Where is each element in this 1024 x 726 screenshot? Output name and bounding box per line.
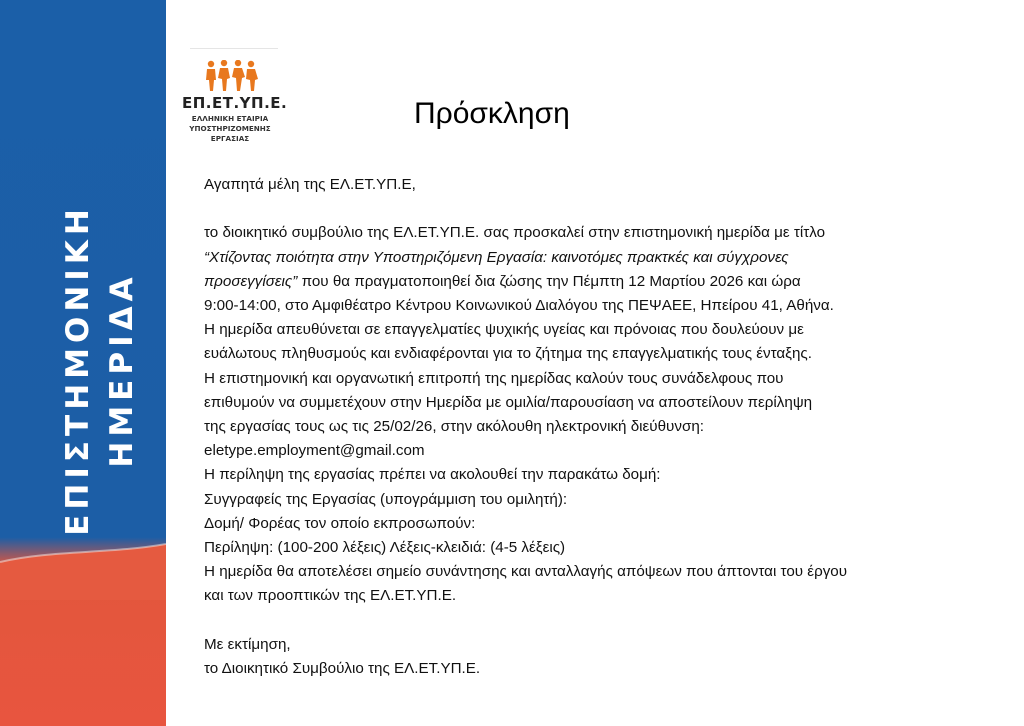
event-date-text: που θα πραγματοποιηθεί δια ζώσης την Πέμπτη 12 Μαρτίου 2026 και ώρα xyxy=(297,272,801,290)
paragraph-spacer xyxy=(204,197,1004,221)
structure-abstract: Περίληψη: (100-200 λέξεις) Λέξεις-κλειδιά: (4-5 λέξεις) xyxy=(204,539,566,557)
contact-email: eletype.employment@gmail.com xyxy=(204,442,425,460)
letter-greeting: Αγαπητά μέλη της ΕΛ.ΕΤ.ΥΠ.Ε, xyxy=(204,176,416,193)
event-details-line2: 9:00-14:00, στο Αμφιθέατρο Κέντρου Κοινωνικού Διαλόγου της ΠΕΨΑΕΕ, Ηπείρου 41, Αθήνα. xyxy=(204,297,834,314)
sidebar-title-line2: ΗΜΕΡΙΔΑ xyxy=(104,272,140,468)
people-group-icon xyxy=(204,60,260,92)
logo-subtitle-line2: ΥΠΟΣΤΗΡΙΖΟΜΕΝΗΣ xyxy=(189,124,271,133)
sidebar-title-line1: ΕΠΙΣΤΗΜΟΝΙΚΗ xyxy=(60,204,96,536)
structure-authors: Συγγραφείς της Εργασίας (υπογράμμιση του ομιλητή): xyxy=(204,490,568,508)
event-title-line xyxy=(204,246,1004,270)
closing-statement-line1: Η ημερίδα θα αποτελέσει σημείο συνάντησης και ανταλλαγής απόψεων που άπτονται του έργου xyxy=(204,563,848,581)
invitation-letter xyxy=(204,173,1004,681)
audience-line1: Η ημερίδα απευθύνεται σε επαγγελματίες ψυχικής υγείας και πρόνοιας που δουλεύουν με xyxy=(204,321,804,339)
letter-closing: Με εκτίμηση, xyxy=(204,635,291,653)
closing-statement-line2: και των προοπτικών της ΕΛ.ΕΤ.ΥΠ.Ε. xyxy=(204,587,457,605)
audience-line2: ευάλωτους πληθυσμούς και ενδιαφέρονται για το ζήτημα της επαγγελματικής τους ένταξης. xyxy=(204,345,812,363)
structure-organization: Δομή/ Φορέας τον οποίο εκπροσωπούν: xyxy=(204,514,476,532)
letter-signature: το Διοικητικό Συμβούλιο της ΕΛ.ΕΤ.ΥΠ.Ε. xyxy=(204,660,481,678)
logo-divider xyxy=(190,48,278,49)
structure-intro: Η περίληψη της εργασίας πρέπει να ακολουθεί την παρακάτω δομή: xyxy=(204,466,661,484)
call-line3: της εργασίας τους ως τις 25/02/26, στην ακόλουθη ηλεκτρονική διεύθυνση: xyxy=(204,418,704,436)
logo-subtitle xyxy=(182,114,278,144)
letter-intro: το διοικητικό συμβούλιο της ΕΛ.ΕΤ.ΥΠ.Ε. σας προσκαλεί στην επιστημονική ημερίδα με τίτλο xyxy=(204,224,826,242)
page-title: Πρόσκληση xyxy=(414,97,570,130)
event-details-line1 xyxy=(204,270,1004,294)
logo-abbreviation: ΕΠ.ΕΤ.ΥΠ.Ε. xyxy=(182,94,288,112)
logo-subtitle-line3: ΕΡΓΑΣΙΑΣ xyxy=(210,134,250,143)
call-line2: επιθυμούν να συμμετέχουν στην Ημερίδα με ομιλία/παρουσίαση να αποστείλουν περίληψη xyxy=(204,393,813,411)
sidebar-vertical-title xyxy=(56,204,144,536)
logo-subtitle-line1: ΕΛΛΗΝΙΚΗ ΕΤΑΙΡΙΑ xyxy=(191,114,269,123)
sidebar-wave-divider xyxy=(0,540,166,600)
organization-logo xyxy=(182,48,288,148)
call-line1: Η επιστημονική και οργανωτική επιτροπή της ημερίδας καλούν τους συνάδελφους που xyxy=(204,369,784,387)
event-title-part2: προσεγγίσεις” xyxy=(204,272,298,290)
sidebar-banner xyxy=(0,0,166,726)
event-title-part1: “Χτίζοντας ποιότητα στην Υποστηριζόμενη Εργασία: καινοτόμες πρακτκές και σύγχρονες xyxy=(204,248,789,266)
paragraph-spacer xyxy=(204,609,1004,633)
